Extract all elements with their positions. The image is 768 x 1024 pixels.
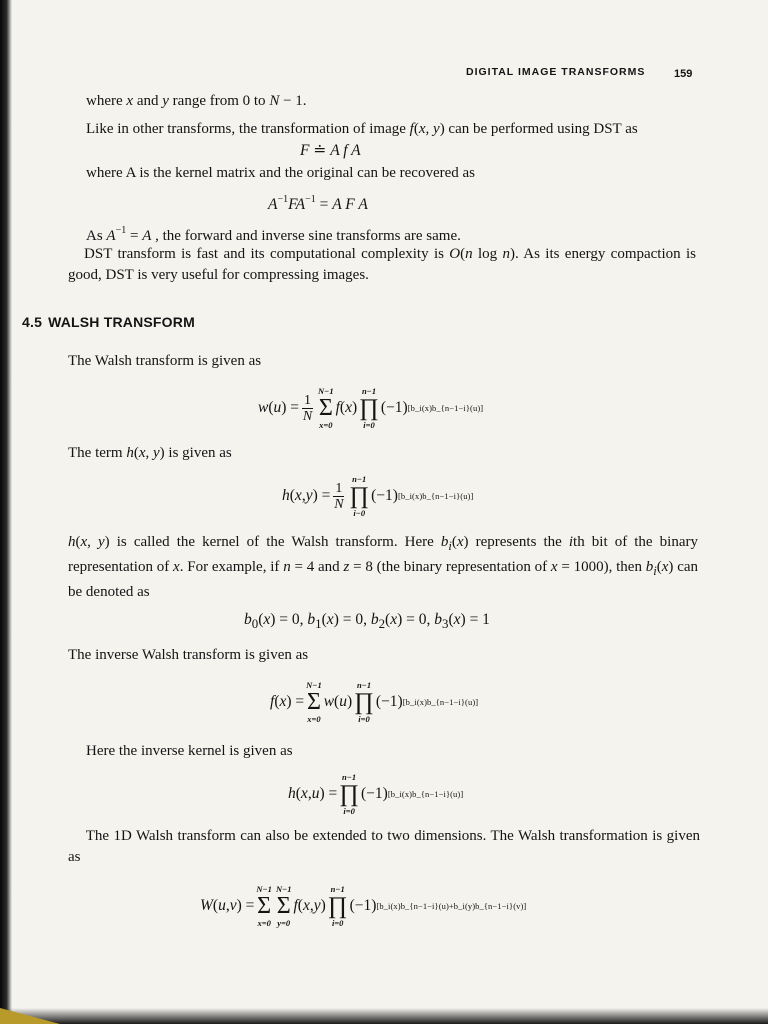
dst-forward-equation: F ≐ A f A: [300, 142, 361, 159]
section-number: 4.5: [22, 314, 43, 330]
inverse-kernel-equation: h ( x , u ) = n−1 ∏ i=0 (−1) [b_i(x)b_{n−1−i}(u)]: [288, 772, 464, 816]
dst-range-line: where x and y range from 0 to N − 1.: [86, 93, 307, 109]
dst-complexity-paragraph: DST transform is fast and its computational complexity is O(n log n). As its energy compaction is good, DST is very useful for compressing images.: [68, 246, 696, 283]
walsh-kernel-equation: h ( x , y ) = $\frac{1}{N}$ n−1 ∏ i−0 (−1) [b_i(x)b_{n−1−i}(u)]: [282, 474, 474, 518]
bit-example-equation: $b_0(x) = 0$, $b_1(x) = 0$, $b_2(x) = 0$, $b_3(x) = 1$: [244, 611, 490, 632]
walsh-2d-equation: W ( u , v ) = N−1 Σ x=0 N−1 Σ y=0 f ( x , y ) n−1 ∏ i=0 (−1) [b_i(x)b_{n−1−i}(u)+b_i(y)b_{n−1−i}(v)]: [200, 884, 527, 928]
dst-same-line: As $A^{-1} = A$ , the forward and inverse sine transforms are same.: [86, 225, 461, 244]
dst-inverse-equation: $A^{-1}FA^{-1} = A$ F A: [268, 194, 368, 213]
section-title: WALSH TRANSFORM: [48, 314, 195, 330]
walsh-intro: The Walsh transform is given as: [68, 353, 262, 369]
kernel-description-paragraph: h(x, y) is called the kernel of the Walsh transform. Here $b_i(x)$ represents the ith bit of the binary representation of x. For example, if n = 4 and z = 8 (the binary representation of x = 1000), then $b_i(x)$ can be denoted as: [68, 534, 699, 600]
page-corner-decoration: [0, 1008, 60, 1024]
dst-transform-line: Like in other transforms, the transformation of image f(x, y) can be performed using DST as: [86, 121, 638, 137]
walsh-inverse-equation: f ( x ) = N−1 Σ x=0 w ( u ) n−1 ∏ i=0 (−1) [b_i(x)b_{n−1−i}(u)]: [270, 680, 479, 724]
inverse-intro: The inverse Walsh transform is given as: [68, 647, 309, 663]
kernel-intro: The term h(x, y) is given as: [68, 445, 232, 461]
page-number: 159: [674, 68, 693, 80]
page-bottom-shadow: [0, 1008, 768, 1024]
section-heading: [22, 314, 195, 330]
inverse-kernel-intro: Here the inverse kernel is given as: [86, 743, 293, 759]
running-head: DIGITAL IMAGE TRANSFORMS: [466, 66, 646, 78]
walsh-forward-equation: w ( u ) = $\frac{1}{N}$ N−1 Σ x=0 f ( x ) n−1 ∏ i=0 (−1) [b_i(x)b_{n−1−i}(u)]: [258, 386, 484, 430]
book-spine-shadow: [0, 0, 12, 1024]
two-dimension-paragraph: The 1D Walsh transform can also be extended to two dimensions. The Walsh transformation is given as: [68, 828, 700, 865]
dst-kernel-line: where A is the kernel matrix and the original can be recovered as: [86, 165, 476, 181]
